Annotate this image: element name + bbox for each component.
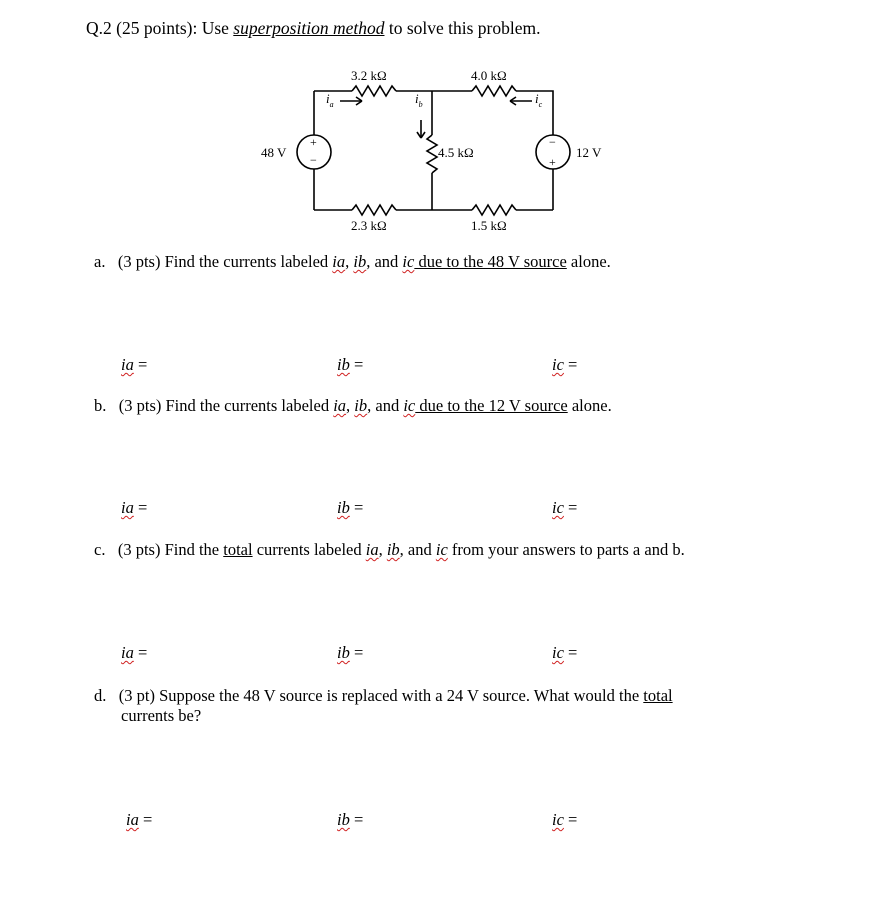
answer-c-ia-eq: = — [133, 643, 148, 662]
part-b-ic: ic — [403, 396, 416, 415]
answer-b-ic — [552, 498, 577, 518]
label-r1: 3.2 kΩ — [351, 68, 387, 83]
answer-c-ib — [337, 643, 363, 663]
resistor-1.5k — [472, 205, 516, 215]
answer-d-ia-eq: = — [138, 810, 153, 829]
label-ib: $i_b$ — [415, 91, 423, 109]
answer-a-ia-var: ia — [121, 355, 134, 374]
v1-minus: − — [310, 153, 317, 167]
label-r2: 4.0 kΩ — [471, 68, 507, 83]
answer-a-ic — [552, 355, 577, 375]
answer-b-ia-var: ia — [121, 498, 134, 517]
title-rest: to solve this problem. — [384, 18, 541, 38]
answer-d-ic-eq: = — [563, 810, 578, 829]
part-a-marker: a. — [94, 252, 106, 271]
answer-c-ib-var: ib — [337, 643, 350, 662]
answer-a-ib-var: ib — [337, 355, 350, 374]
circuit-diagram — [0, 0, 891, 240]
answer-d-ic — [552, 810, 577, 830]
resistor-3.2k — [352, 86, 396, 96]
answer-a-ia-eq: = — [133, 355, 148, 374]
part-b-pre: (3 pts) Find the currents labeled — [118, 396, 334, 415]
answer-c-ib-eq: = — [349, 643, 364, 662]
part-b-post: alone. — [567, 396, 612, 415]
answer-b-ib-eq: = — [349, 498, 364, 517]
v1-plus: + — [310, 135, 317, 149]
label-r3: 4.5 kΩ — [438, 145, 474, 160]
answer-d-ia — [126, 810, 152, 830]
part-b-sep2: , and — [367, 396, 404, 415]
answer-d-ib-var: ib — [337, 810, 350, 829]
part-a-ic: ic — [402, 252, 415, 271]
answer-d-ia-var: ia — [126, 810, 139, 829]
part-a-question — [94, 252, 611, 272]
answer-a-ia — [121, 355, 147, 375]
part-c-question — [94, 540, 685, 560]
part-b-marker: b. — [94, 396, 107, 415]
part-d-marker: d. — [94, 686, 107, 705]
answer-c-ia — [121, 643, 147, 663]
part-c-marker: c. — [94, 540, 106, 559]
part-c-post: from your answers to parts a and b. — [447, 540, 685, 559]
label-ic: $i_c$ — [535, 91, 543, 109]
answer-b-ia — [121, 498, 147, 518]
part-d-question — [94, 686, 673, 706]
part-c-ib: ib — [386, 540, 400, 559]
part-a-sep1: , — [345, 252, 354, 271]
part-b-ia: ia — [333, 396, 347, 415]
part-d-line2: currents be? — [121, 706, 202, 725]
part-c-sep2: , and — [399, 540, 436, 559]
answer-d-ib-eq: = — [349, 810, 364, 829]
answer-a-ib-eq: = — [349, 355, 364, 374]
answer-a-ib — [337, 355, 363, 375]
answer-c-ic — [552, 643, 577, 663]
answer-b-ic-eq: = — [563, 498, 578, 517]
part-d-underlined: total — [643, 686, 673, 705]
label-v2: 12 V — [576, 145, 602, 160]
answer-c-ic-var: ic — [552, 643, 564, 662]
part-c-mid: currents labeled — [252, 540, 366, 559]
answer-c-ia-var: ia — [121, 643, 134, 662]
label-ia: $i_a$ — [326, 91, 334, 109]
part-b-question — [94, 396, 612, 416]
part-a-underlined: due to the 48 V source — [414, 252, 567, 271]
part-b-underlined: due to the 12 V source — [415, 396, 568, 415]
part-b-ib: ib — [354, 396, 368, 415]
resistor-4.0k — [472, 86, 516, 96]
method-phrase: superposition method — [233, 18, 385, 38]
part-a-pre: (3 pts) Find the currents labeled — [117, 252, 333, 271]
answer-c-ic-eq: = — [563, 643, 578, 662]
answer-b-ib-var: ib — [337, 498, 350, 517]
answer-b-ic-var: ic — [552, 498, 564, 517]
label-r5: 1.5 kΩ — [471, 218, 507, 233]
part-a-post: alone. — [566, 252, 611, 271]
resistor-2.3k — [352, 205, 396, 215]
part-b-sep1: , — [346, 396, 355, 415]
answer-b-ib — [337, 498, 363, 518]
question-number: Q.2 (25 points): Use — [86, 18, 234, 38]
part-c-underlined: total — [223, 540, 253, 559]
answer-d-ic-var: ic — [552, 810, 564, 829]
label-v1: 48 V — [261, 145, 287, 160]
answer-b-ia-eq: = — [133, 498, 148, 517]
part-c-ic: ic — [435, 540, 448, 559]
part-c-pre: (3 pts) Find the — [117, 540, 224, 559]
resistor-4.5k — [427, 135, 437, 173]
part-c-sep1: , — [378, 540, 387, 559]
label-r4: 2.3 kΩ — [351, 218, 387, 233]
part-a-sep2: , and — [366, 252, 403, 271]
v2-plus: + — [549, 155, 556, 169]
answer-a-ic-var: ic — [552, 355, 564, 374]
answer-d-ib — [337, 810, 363, 830]
part-c-ia: ia — [365, 540, 379, 559]
part-a-ib: ib — [353, 252, 367, 271]
answer-a-ic-eq: = — [563, 355, 578, 374]
part-d-pre: (3 pt) Suppose the 48 V source is replaced with a 24 V source. What would the — [118, 686, 644, 705]
part-a-ia: ia — [332, 252, 346, 271]
v2-minus: − — [549, 135, 556, 149]
